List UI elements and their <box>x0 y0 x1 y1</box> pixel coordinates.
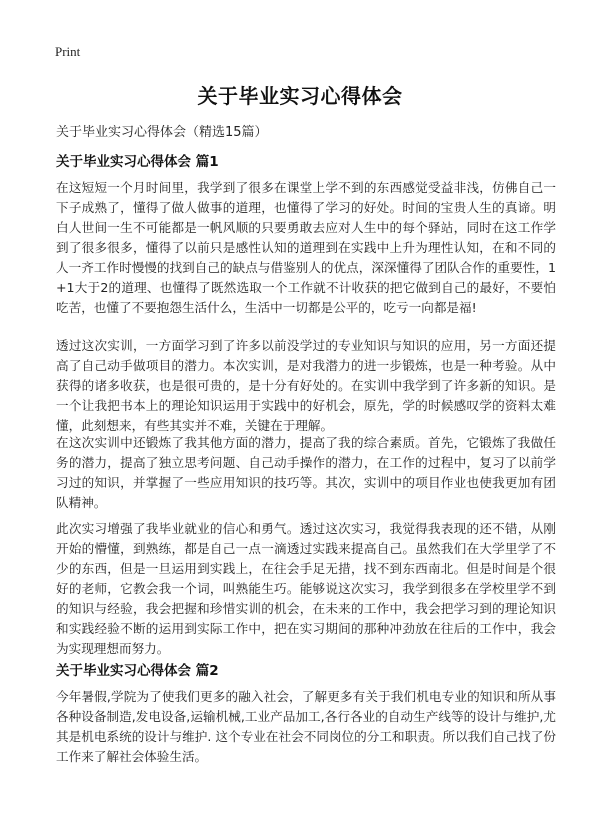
paragraph-1-1: 在这短短一个月时间里，我学到了很多在课堂上学不到的东西感觉受益非浅，仿佛自己一下子成熟了，懂得了做人做事的道理，也懂得了学习的好处。时间的宝贵人生的真谛。明白人世间一生不可能都是一帆风顺的只要勇敢去应对人生中的每个驿站，同时在这工作学到了很多很多，懂得了以前只是感性认知的道理到在实践中上升为理性认知，在和不同的人一齐工作时慢慢的找到自己的缺点与借鉴别人的优点，深深懂得了团队合作的重要性，1+1大于2的道理、也懂得了既然选取一个工作就不计收获的把它做到自己的最好，不要怕吃苦，也懂了不要抱怨生活什么，生活中一切都是公平的，吃亏一向都是福! <box>56 180 556 315</box>
document-title: 关于毕业实习心得体会 <box>197 84 403 108</box>
section-heading-2: 关于毕业实习心得体会 篇2 <box>56 663 219 679</box>
paragraph-1-2: 透过这次实训，一方面学习到了许多以前没学过的专业知识与知识的应用，另一方面还提高了自己动手做项目的潜力。本次实训，是对我潜力的进一步锻炼，也是一种考验。从中获得的诸多收获，也是很可贵的，是十分有好处的。在实训中我学到了许多新的知识。是一个让我把书本上的理论知识运用于实践中的好机会，原先，学的时候感叹学的资料太难懂，此刻想来，有些其实并不难，关键在于理解。 <box>56 338 556 433</box>
document-subtitle: 关于毕业实习心得体会（精选15篇） <box>56 125 268 140</box>
section-heading-1: 关于毕业实习心得体会 篇1 <box>56 154 219 170</box>
paragraph-1-3: 在这次实训中还锻炼了我其他方面的潜力，提高了我的综合素质。首先，它锻炼了我做任务的潜力，提高了独立思考问题、自己动手操作的潜力，在工作的过程中，复习了以前学习过的知识，并掌握了一些应用知识的技巧等。其次，实训中的项目作业也使我更加有团队精神。 <box>56 435 556 510</box>
paragraph-2-1: 今年暑假,学院为了使我们更多的融入社会，了解更多有关于我们机电专业的知识和所从事各种设备制造,发电设备,运输机械,工业产品加工,各行各业的自动生产线等的设计与维护,尤其是机电系统的设计与维护. 这个专业在社会不同岗位的分工和职责。所以我们自己找了份工作来了解社会体验生活。 <box>56 689 556 764</box>
paragraph-1-4: 此次实习增强了我毕业就业的信心和勇气。透过这次实习，我觉得我表现的还不错，从刚开始的懵懂，到熟练，都是自己一点一滴透过实践来提高自己。虽然我们在大学里学了不少的东西，但是一旦运用到实践上，在往会手足无措，找不到东西南北。但是时间是个很好的老师，它教会我一个词，叫熟能生巧。能够说这次实习，我学到很多在学校里学不到的知识与经验，我会把握和珍惜实训的机会，在未来的工作中，我会把学习到的理论知识和实践经验不断的运用到实际工作中，把在实习期间的那种冲劲放在往后的工作中，我会为实现理想而努力。 <box>56 521 556 656</box>
print-link[interactable]: Print <box>55 44 81 59</box>
